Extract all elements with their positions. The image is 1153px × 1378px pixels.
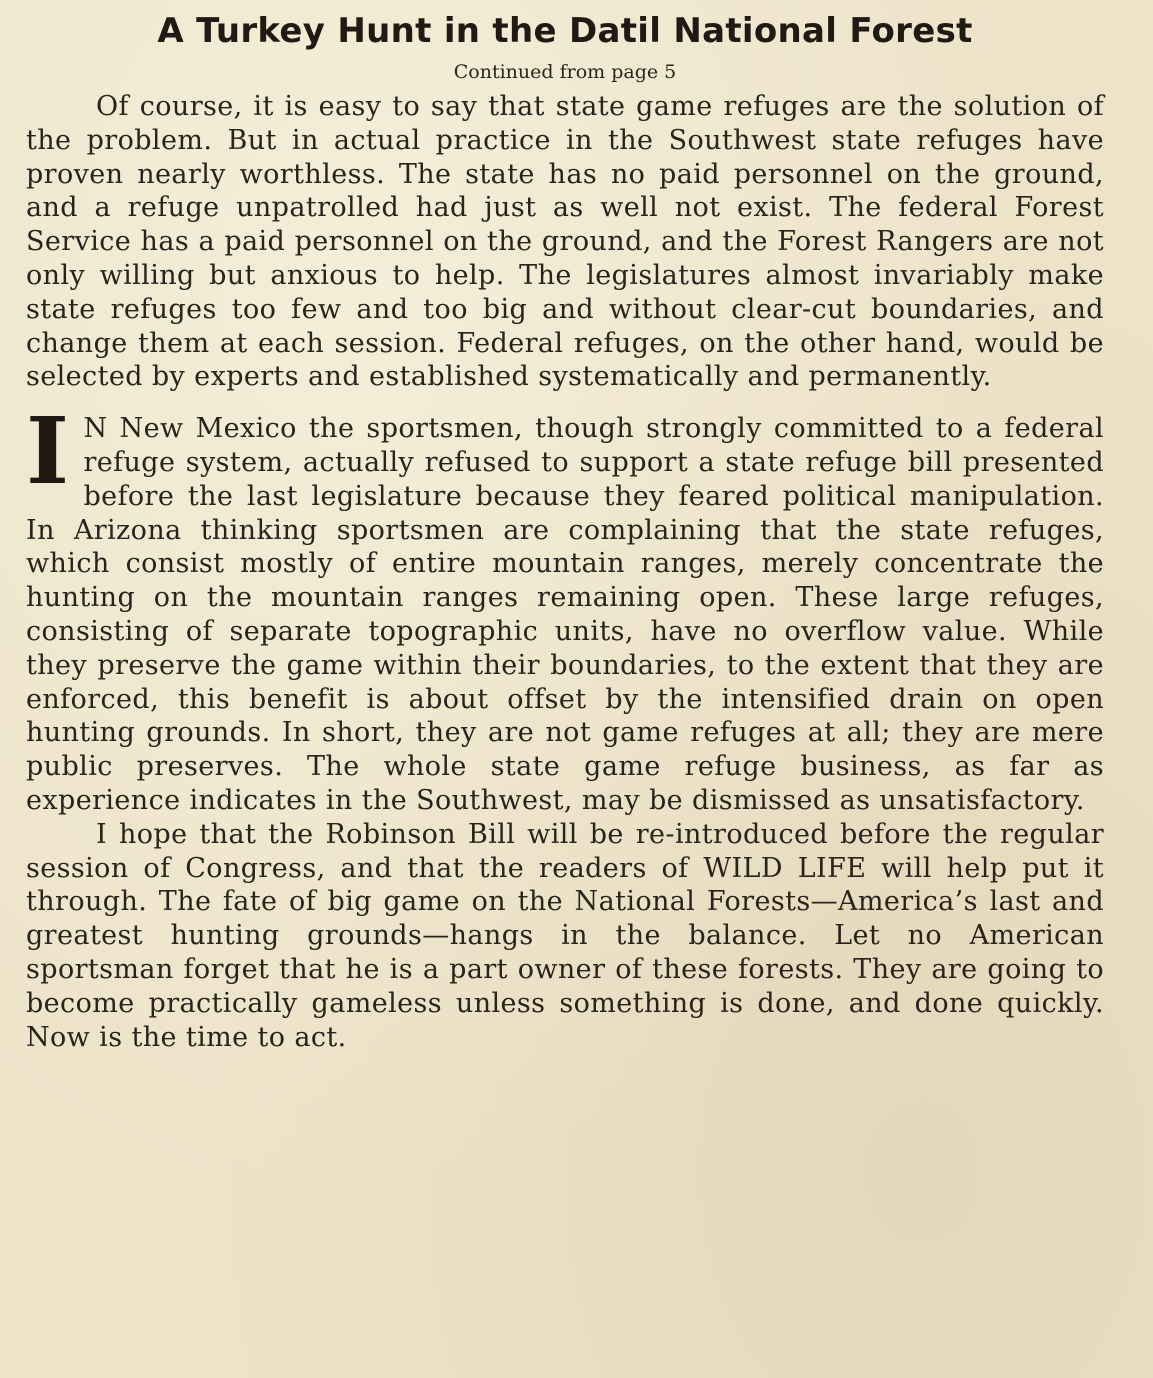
article-page — [26, 0, 1104, 1054]
drop-cap: I — [26, 397, 70, 506]
paragraph-new-mexico — [26, 397, 1104, 818]
continued-note: Continued from page 5 — [453, 61, 677, 83]
paragraph-state-refuges: Of course, it is easy to say that state game refuges are the solution of the problem. But in actual practice in the Southwest state refuges have proven nearly worthless. The state has no paid personnel on the ground, and a refuge unpatrolled had just as well not exist. The federal Forest Service has a paid personnel on the ground, and the Forest Rangers are not only willing but anxious to help. The legislatures almost invariably make state refuges too few and too big and without clear-cut boundaries, and change them at each session. Federal refuges, on the other hand, would be selected by experts and established systematically and permanently. — [26, 91, 1104, 393]
paragraph-new-mexico-text: N New Mexico the sportsmen, though strongly committed to a federal refuge system, actually refused to support a state refuge bill presented before the last legislature because they feared political manipulation. In Arizona thinking sportsmen are complaining that the state refuges, which consist mostly of entire mountain ranges, merely concentrate the hunting on the mountain ranges remaining open. These large refuges, consisting of separate topographic units, have no overflow value. While they preserve the game within their boundaries, to the extent that they are enforced, this benefit is about offset by the intensified drain on open hunting grounds. In short, they are not game refuges at all; they are mere public preserves. The whole state game refuge business, as far as experience indicates in the Southwest, may be dismissed as unsatisfactory. — [26, 413, 1104, 816]
article-title: A Turkey Hunt in the Datil National Forest — [157, 11, 973, 51]
paragraph-robinson-bill: I hope that the Robinson Bill will be re-introduced before the regular session of Congress, and that the readers of WILD LIFE will help put it through. The fate of big game on the National Forests—America’s last and greatest hunting grounds—hangs in the balance. Let no American sportsman forget that he is a part owner of these forests. They are going to become practically gameless unless something is done, and done quickly. Now is the time to act. — [26, 818, 1104, 1053]
